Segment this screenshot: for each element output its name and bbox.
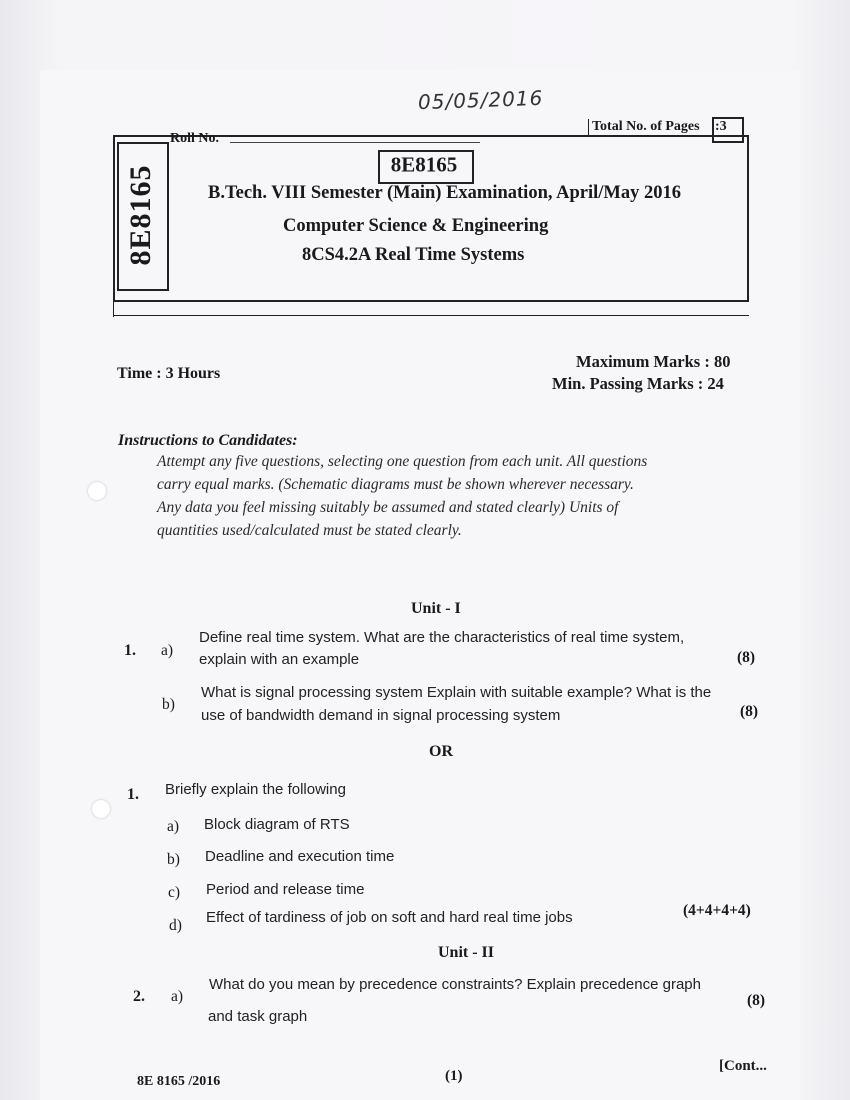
question-1-alt-number: 1.	[127, 786, 139, 803]
branch-title: Computer Science & Engineering	[283, 216, 549, 236]
question-1b-line-2: use of bandwidth demand in signal processing system	[201, 707, 561, 724]
total-pages-label: Total No. of Pages	[588, 119, 700, 135]
item-d-text: Effect of tardiness of job on soft and hard real time jobs	[206, 909, 573, 926]
question-2a-marks: (8)	[747, 992, 766, 1009]
question-1a-label: a)	[161, 642, 174, 659]
question-2-number: 2.	[133, 988, 145, 1005]
question-1a-marks: (8)	[737, 649, 756, 666]
question-1a-line-1: Define real time system. What are the characteristics of real time system,	[199, 629, 685, 646]
punch-hole-top	[88, 482, 106, 500]
question-1b-line-1: What is signal processing system Explain with suitable example? What is the	[201, 684, 712, 701]
maximum-marks: Maximum Marks : 80	[576, 352, 731, 371]
question-1-alt-marks: (4+4+4+4)	[683, 902, 751, 919]
item-c-text: Period and release time	[206, 881, 365, 898]
subject-title: 8CS4.2A Real Time Systems	[302, 245, 525, 265]
question-1-number: 1.	[124, 642, 136, 659]
instructions-line-4: quantities used/calculated must be stated clearly.	[157, 522, 462, 539]
footer-continued: [Cont...	[719, 1058, 767, 1074]
item-a-label: a)	[167, 818, 180, 835]
question-2a-line-1: What do you mean by precedence constraints? Explain precedence graph	[209, 976, 701, 993]
unit-2-heading: Unit - II	[438, 944, 495, 961]
item-d-label: d)	[169, 917, 182, 934]
footer-page-number: (1)	[445, 1068, 463, 1084]
item-b-label: b)	[167, 851, 180, 868]
question-1b-label: b)	[162, 696, 175, 713]
unit-1-heading: Unit - I	[411, 600, 461, 617]
header-bottom-rule	[113, 315, 749, 316]
or-separator: OR	[429, 743, 453, 760]
min-passing-marks: Min. Passing Marks : 24	[552, 374, 724, 393]
question-1a-line-2: explain with an example	[199, 651, 360, 668]
time-allowed: Time : 3 Hours	[117, 365, 221, 382]
exam-title: B.Tech. VIII Semester (Main) Examination, April/May 2016	[208, 183, 681, 203]
item-c-label: c)	[168, 884, 181, 901]
header-left-rule	[113, 135, 114, 317]
total-pages-value: :3	[715, 119, 727, 134]
roll-number-line	[230, 142, 480, 143]
handwritten-date: 05/05/2016	[417, 85, 544, 115]
paper-code: 8E8165	[390, 152, 458, 177]
instructions-line-2: carry equal marks. (Schematic diagrams must be shown wherever necessary.	[157, 476, 634, 493]
footer-paper-code: 8E 8165 /2016	[137, 1074, 221, 1089]
instructions-body	[157, 450, 757, 542]
question-1-alt-text: Briefly explain the following	[165, 781, 346, 798]
item-b-text: Deadline and execution time	[205, 848, 395, 865]
instructions-title: Instructions to Candidates:	[118, 432, 298, 449]
roll-number-label: Roll No.	[170, 131, 219, 146]
vertical-paper-code: 8E8165	[124, 164, 157, 266]
item-a-text: Block diagram of RTS	[204, 816, 350, 833]
question-2a-line-2: and task graph	[208, 1008, 308, 1025]
question-2a-label: a)	[171, 988, 184, 1005]
instructions-line-1: Attempt any five questions, selecting one question from each unit. All questions	[157, 453, 648, 470]
instructions-line-3: Any data you feel missing suitably be assumed and stated clearly) Units of	[157, 499, 619, 516]
punch-hole-bottom	[92, 800, 110, 818]
question-1b-marks: (8)	[740, 703, 759, 720]
